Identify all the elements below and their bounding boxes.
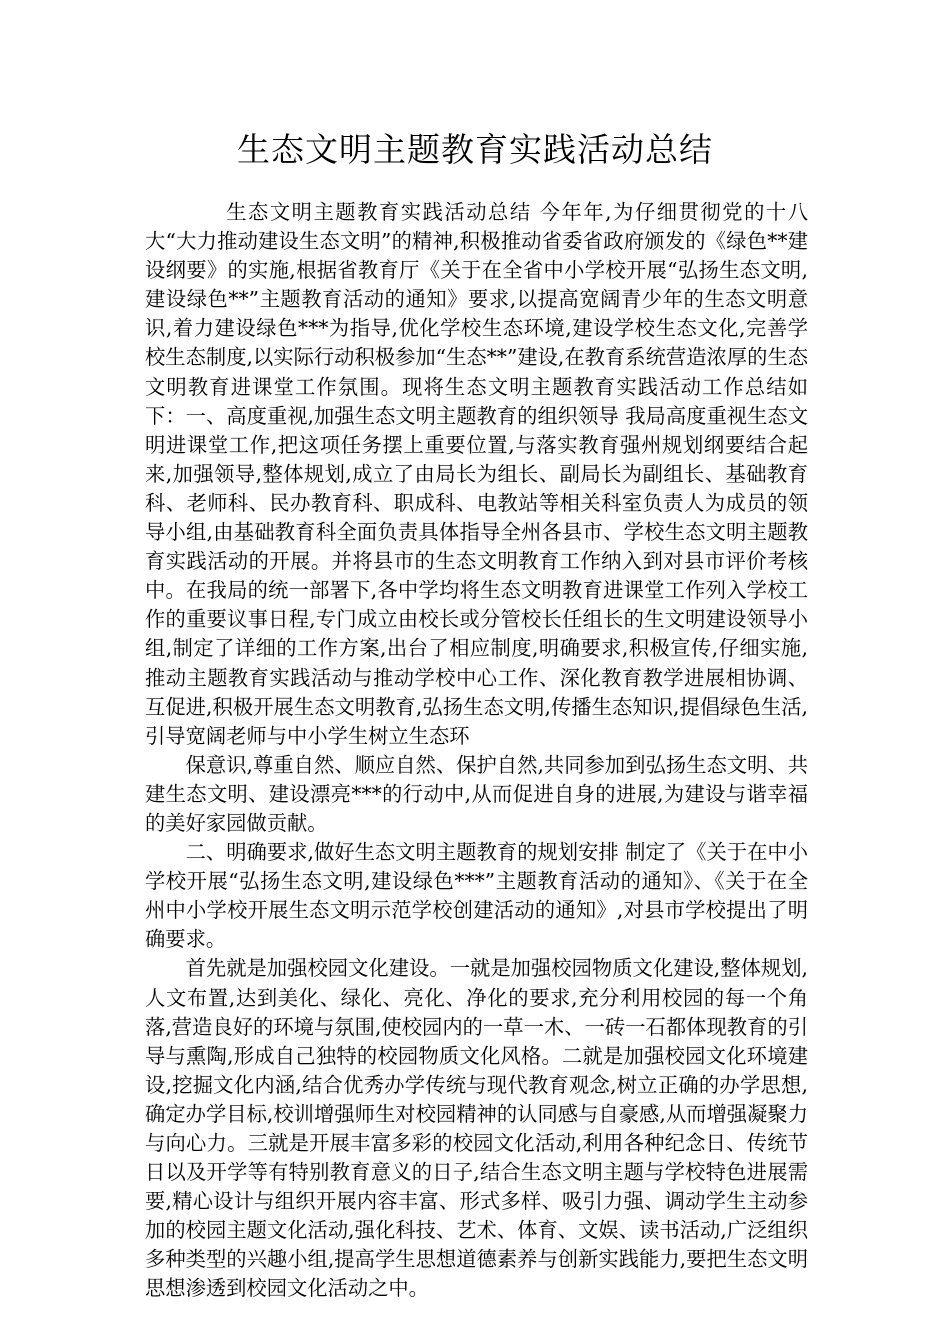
paragraph-continuation: 保意识,尊重自然、顺应自然、保护自然,共同参加到弘扬生态文明、共建生态文明、建设漂亮***的行动中,从而促进自身的进展,为建设与谐幸福的美好家园做贡献。: [145, 752, 808, 835]
paragraph-intro: 生态文明主题教育实践活动总结 今年年,为仔细贯彻党的十八大“大力推动建设生态文明”的精神,积极推动省委省政府颁发的《绿色**建设纲要》的实施,根据省教育厅《关于在全省中小学校开展“弘扬生态文明,建设绿色**”主题教育活动的通知》要求,以提高宽阔青少年的生态文明意识,着力建设绿色***为指导,优化学校生态环境,建设学校生态文化,完善学校生态制度,以实际行动积极参加“生态**”建设,在教育系统营造浓厚的生态文明教育进课堂工作氛围。现将生态文明主题教育实践活动工作总结如下：一、高度重视,加强生态文明主题教育的组织领导 我局高度重视生态文明进课堂工作,把这项任务摆上重要位置,与落实教育强州规划纲要结合起来,加强领导,整体规划,成立了由局长为组长、副局长为副组长、基础教育科、老师科、民办教育科、职成科、电教站等相关科室负责人为成员的领导小组,由基础教育科全面负责具体指导全州各县市、学校生态文明主题教育实践活动的开展。并将县市的生态文明教育工作纳入到对县市评价考核中。在我局的统一部署下,各中学均将生态文明教育进课堂工作列入学校工作的重要议事日程,专门成立由校长或分管校长任组长的生文明建设领导小组,制定了详细的工作方案,出台了相应制度,明确要求,积极宣传,仔细实施,推动主题教育实践活动与推动学校中心工作、深化教育教学进展相协调、互促进,积极开展生态文明教育,弘扬生态文明,传播生态知识,提倡绿色生活,引导宽阔老师与中小学生树立生态环: [145, 200, 808, 748]
document-title: 生态文明主题教育实践活动总结: [237, 130, 713, 169]
paragraph-section-two: 二、明确要求,做好生态文明主题教育的规划安排 制定了《关于在中小学校开展“弘扬生态文明,建设绿色***”主题教育活动的通知》、《关于在全州中小学校开展生态文明示范学校创建活动的通知》,对县市学校提出了明确要求。: [145, 840, 808, 952]
document-body: [145, 198, 808, 1304]
paragraph-campus-culture: 首先就是加强校园文化建设。一就是加强校园物质文化建设,整体规划,人文布置,达到美化、绿化、亮化、净化的要求,充分利用校园的每一个角落,营造良好的环境与氛围,使校园内的一草一木、一砖一石都体现教育的引导与熏陶,形成自己独特的校园物质文化风格。二就是加强校园文化环境建设,挖掘文化内涵,结合优秀办学传统与现代教育观念,树立正确的办学思想,确定办学目标,校训增强师生对校园精神的认同感与自豪感,从而增强凝聚力与向心力。三就是开展丰富多彩的校园文化活动,利用各种纪念日、传统节日以及开学等有特别教育意义的日子,结合生态文明主题与学校特色进展需要,精心设计与组织开展内容丰富、形式多样、吸引力强、调动学生主动参加的校园主题文化活动,强化科技、艺术、体育、文娱、读书活动,广泛组织多种类型的兴趣小组,提高学生思想道德素养与创新实践能力,要把生态文明思想渗透到校园文化活动之中。: [145, 956, 808, 1301]
